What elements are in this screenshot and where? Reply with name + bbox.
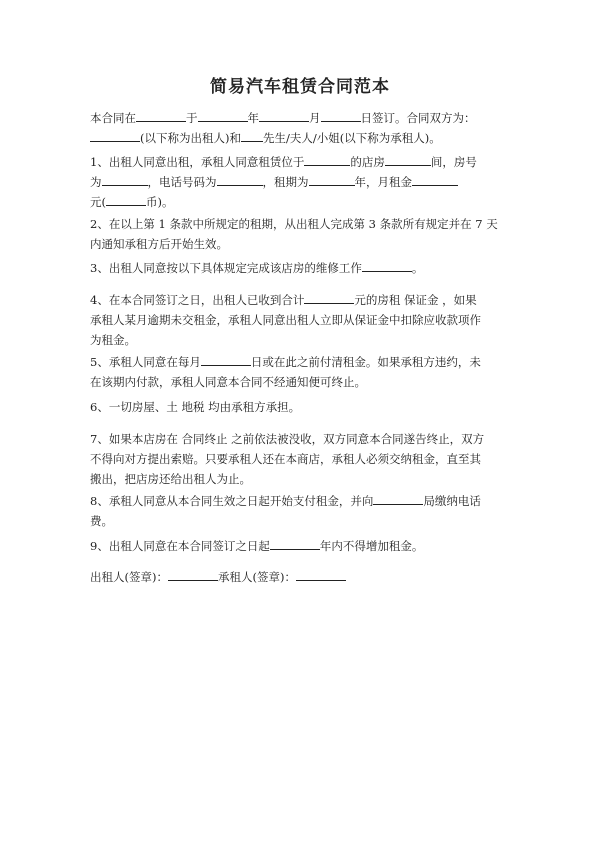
phone-number-blank[interactable] xyxy=(217,172,263,186)
year-blank[interactable] xyxy=(198,108,248,122)
clause-5: 5、承租人同意在每月 日或在此之前付清租金。如果承租方违约，未 在该期内付款，承租人同意本合同不经通知便可终止。 xyxy=(90,352,530,392)
lessee-name-blank[interactable] xyxy=(241,128,263,142)
lessor-signature-label: 出租人(签章)： xyxy=(90,570,168,584)
deposit-amount-blank[interactable] xyxy=(304,290,354,304)
room-number-blank[interactable] xyxy=(102,172,148,186)
intro-line-1: 本合同在 于 年 月 日签订。合同双方为： xyxy=(90,108,530,128)
place-blank[interactable] xyxy=(136,108,186,122)
signature-line xyxy=(90,567,530,587)
room-count-blank[interactable] xyxy=(385,152,431,166)
lessor-name-blank[interactable] xyxy=(90,128,140,142)
lease-term-blank[interactable] xyxy=(309,172,355,186)
clause-2: 2、在以上第 1 条款中所规定的租期，从出租人完成第 3 条款所有规定并在 7 天 内通知承租方后开始生效。 xyxy=(90,217,498,251)
intro-paragraph xyxy=(90,108,530,148)
document-title: 简易汽车租赁合同范本 xyxy=(210,77,390,97)
clause-9: 9、出租人同意在本合同签订之日起 年内不得增加租金。 xyxy=(90,536,530,556)
month-blank[interactable] xyxy=(259,108,309,122)
telephone-bureau-blank[interactable] xyxy=(373,491,423,505)
clause-3: 3、出租人同意按以下具体规定完成该店房的维修工作 。 xyxy=(90,258,530,278)
clause-4: 4、在本合同签订之日，出租人已收到合计 元的房租 保证金 ，如果 承租人某月逾期未交租金，承租人同意出租人立即从保证金中扣除应收款项作 为租金。 xyxy=(90,290,530,350)
currency-blank[interactable] xyxy=(106,192,146,206)
clause-6: 6、一切房屋、土 地税 均由承租方承担。 xyxy=(90,400,301,414)
intro-line-2: (以下称为出租人)和 先生/夫人/小姐(以下称为承租人)。 xyxy=(90,128,530,148)
monthly-rent-blank[interactable] xyxy=(412,172,458,186)
clause-1: 1、出租人同意出租，承租人同意租赁位于 的店房 间，房号 为 ，电话号码为 ，租期为 年，月租金 元( 币)。 xyxy=(90,152,530,212)
clause-7: 7、如果本店房在 合同终止 之前依法被没收，双方同意本合同遂告终止，双方 不得向对方提出索赔。只要承租人还在本商店，承租人必须交纳租金，直至其 搬出，把店房还给出租人为止。 xyxy=(90,432,485,486)
location-blank[interactable] xyxy=(304,152,350,166)
lessor-signature-blank[interactable] xyxy=(168,567,218,581)
rent-freeze-years-blank[interactable] xyxy=(270,536,320,550)
payment-day-blank[interactable] xyxy=(201,352,251,366)
lessee-signature-label: 承租人(签章)： xyxy=(217,570,296,584)
clause-8: 8、承租人同意从本合同生效之日起开始支付租金，并向 局缴纳电话 费。 xyxy=(90,491,530,531)
repair-work-blank[interactable] xyxy=(362,258,412,272)
lessee-signature-blank[interactable] xyxy=(296,567,346,581)
day-blank[interactable] xyxy=(321,108,361,122)
